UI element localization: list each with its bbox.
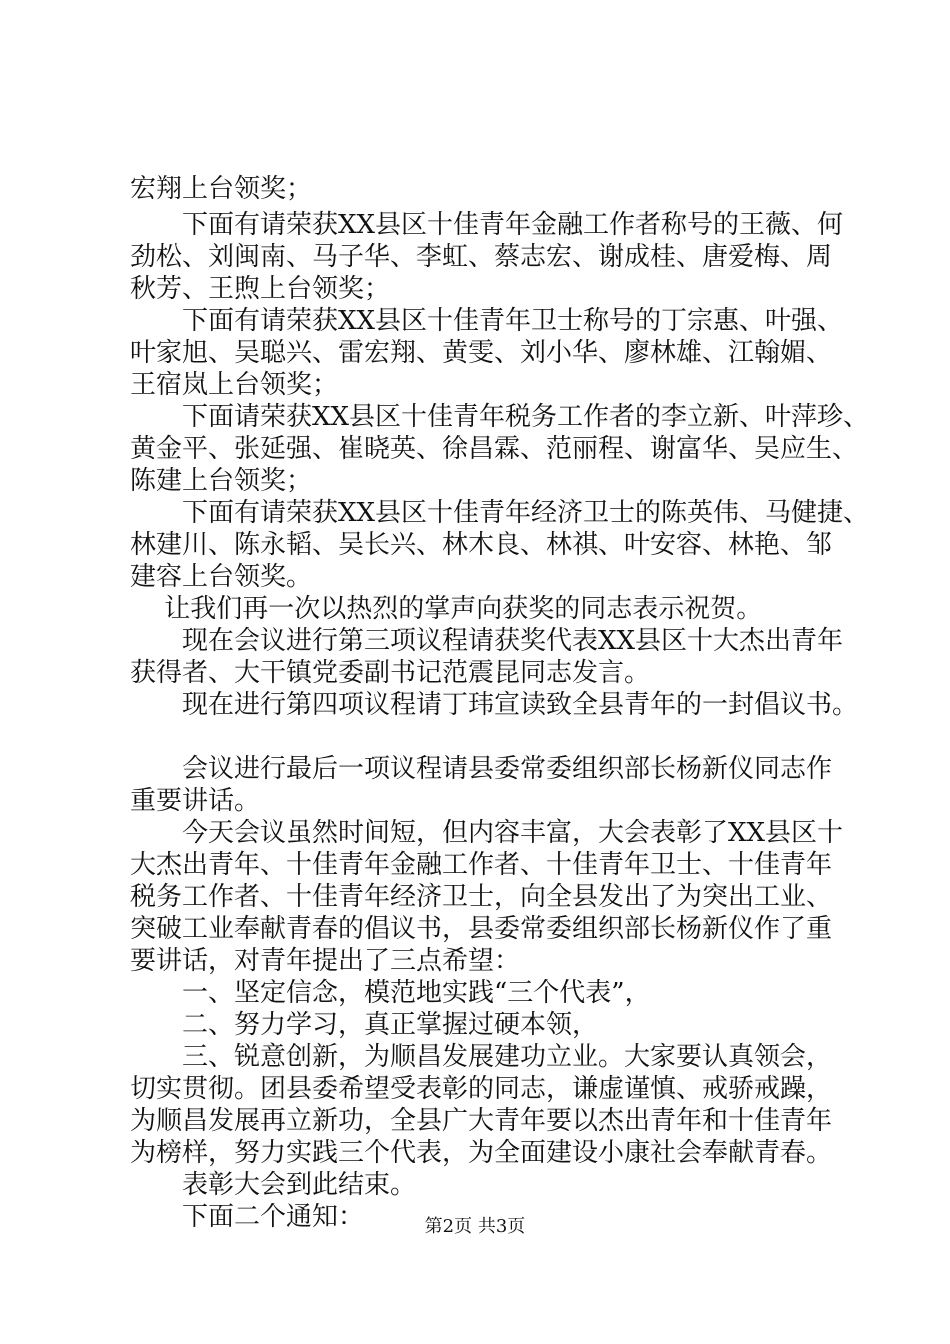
text-line: 林建川、陈永韬、吴长兴、林木良、林祺、叶安容、林艳、邹 bbox=[130, 530, 833, 560]
text-line: 下面有请荣获XX县区十佳青年金融工作者称号的王薇、何 bbox=[130, 210, 844, 240]
text-line: 突破工业奉献青春的倡议书，县委常委组织部长杨新仪作了重 bbox=[130, 914, 833, 944]
text-line: 二、努力学习，真正掌握过硬本领， bbox=[130, 1010, 599, 1040]
text-line: 获得者、大干镇党委副书记范震昆同志发言。 bbox=[130, 658, 651, 688]
text-line: 为顺昌发展再立新功，全县广大青年要以杰出青年和十佳青年 bbox=[130, 1106, 833, 1136]
text-line: 建容上台领奖。 bbox=[130, 562, 313, 592]
text-line: 王宿岚上台领奖； bbox=[130, 370, 339, 400]
text-line: 大杰出青年、十佳青年金融工作者、十佳青年卫士、十佳青年 bbox=[130, 850, 833, 880]
text-line: 陈建上台领奖； bbox=[130, 466, 313, 496]
text-line: 会议进行最后一项议程请县委常委组织部长杨新仪同志作 bbox=[130, 754, 833, 784]
page-footer: 第2页 共3页 bbox=[424, 1216, 526, 1237]
text-line: 下面有请荣获XX县区十佳青年卫士称号的丁宗惠、叶强、 bbox=[130, 306, 844, 336]
text-line: 下面请荣获XX县区十佳青年税务工作者的李立新、叶萍珍、 bbox=[130, 402, 870, 432]
text-line: 重要讲话。 bbox=[130, 786, 261, 816]
text-line: 切实贯彻。团县委希望受表彰的同志，谦虚谨慎、戒骄戒躁， bbox=[130, 1074, 833, 1104]
text-line: 税务工作者、十佳青年经济卫士，向全县发出了为突出工业、 bbox=[130, 882, 833, 912]
text-line: 秋芳、王煦上台领奖； bbox=[130, 274, 391, 304]
text-line: 今天会议虽然时间短，但内容丰富，大会表彰了XX县区十 bbox=[130, 818, 844, 848]
text-line: 为榜样，努力实践三个代表，为全面建设小康社会奉献青春。 bbox=[130, 1138, 833, 1168]
text-line: 下面有请荣获XX县区十佳青年经济卫士的陈英伟、马健捷、 bbox=[130, 498, 870, 528]
text-line: 现在进行第四项议程请丁玮宣读致全县青年的一封倡议书。 bbox=[130, 690, 859, 720]
text-line: 让我们再一次以热烈的掌声向获奖的同志表示祝贺。 bbox=[130, 594, 763, 624]
text-line: 劲松、刘闽南、马子华、李虹、蔡志宏、谢成桂、唐爱梅、周 bbox=[130, 242, 833, 272]
text-line: 黄金平、张延强、崔晓英、徐昌霖、范丽程、谢富华、吴应生、 bbox=[130, 434, 859, 464]
text-line: 表彰大会到此结束。 bbox=[130, 1170, 417, 1200]
text-line: 三、锐意创新，为顺昌发展建功立业。大家要认真领会， bbox=[130, 1042, 833, 1072]
text-line: 下面二个通知： bbox=[130, 1202, 365, 1232]
text-line: 现在会议进行第三项议程请获奖代表XX县区十大杰出青年 bbox=[130, 626, 844, 656]
text-line: 宏翔上台领奖； bbox=[130, 174, 313, 204]
text-line: 一、坚定信念，模范地实践“三个代表”， bbox=[130, 978, 651, 1008]
text-line: 要讲话，对青年提出了三点希望： bbox=[130, 946, 521, 976]
text-line: 叶家旭、吴聪兴、雷宏翔、黄雯、刘小华、廖林雄、江翰媚、 bbox=[130, 338, 833, 368]
